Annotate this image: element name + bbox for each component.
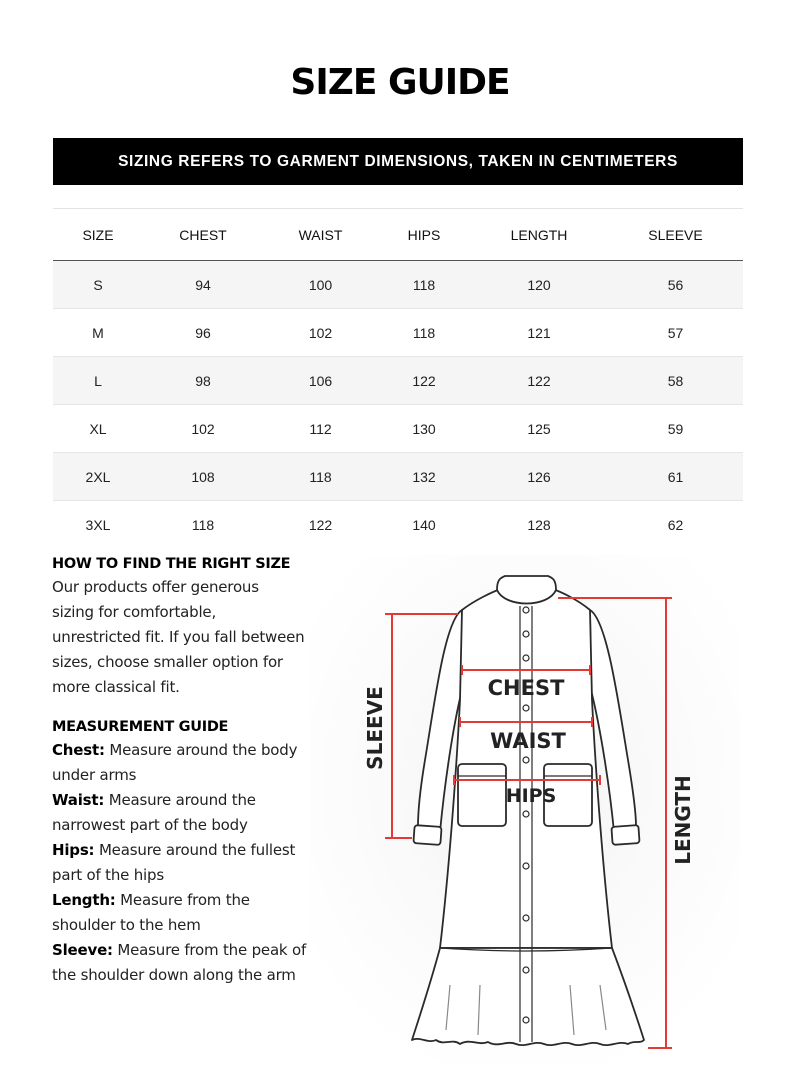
guide-text: narrowest part of the body bbox=[52, 816, 248, 834]
button bbox=[523, 655, 529, 661]
table-row bbox=[53, 261, 743, 309]
button bbox=[523, 631, 529, 637]
guide-term: Hips: bbox=[52, 841, 95, 859]
table-cell: 61 bbox=[608, 453, 743, 501]
header-sleeve: SLEEVE bbox=[608, 209, 743, 261]
table-cell: 130 bbox=[378, 405, 470, 453]
table-cell: XL bbox=[53, 405, 143, 453]
table-row bbox=[53, 501, 743, 549]
button bbox=[523, 863, 529, 869]
guide-item-hips bbox=[52, 838, 322, 888]
how-to-line: unrestricted fit. If you fall between bbox=[52, 628, 305, 646]
button bbox=[523, 705, 529, 711]
table-cell: S bbox=[53, 261, 143, 309]
dress-ruffle bbox=[412, 948, 644, 1045]
guide-term: Chest: bbox=[52, 741, 105, 759]
header-size: SIZE bbox=[53, 209, 143, 261]
sleeve-label: SLEEVE bbox=[363, 686, 387, 770]
measurement-guide-heading: MEASUREMENT GUIDE bbox=[52, 719, 229, 735]
how-to-heading: HOW TO FIND THE RIGHT SIZE bbox=[52, 556, 291, 572]
table-cell: 118 bbox=[378, 309, 470, 357]
table-cell: 100 bbox=[263, 261, 378, 309]
table-cell: 132 bbox=[378, 453, 470, 501]
guide-item-chest bbox=[52, 738, 322, 788]
how-to-paragraph bbox=[52, 575, 322, 700]
table-cell: 62 bbox=[608, 501, 743, 549]
length-label: LENGTH bbox=[671, 775, 695, 865]
how-to-line: sizes, choose smaller option for bbox=[52, 653, 283, 671]
table-cell: 2XL bbox=[53, 453, 143, 501]
dress-diagram bbox=[305, 550, 745, 1070]
guide-term: Sleeve: bbox=[52, 941, 113, 959]
table-row bbox=[53, 453, 743, 501]
button bbox=[523, 915, 529, 921]
table-cell: 108 bbox=[143, 453, 263, 501]
table-cell: 122 bbox=[263, 501, 378, 549]
page-title: SIZE GUIDE bbox=[290, 62, 510, 103]
right-cuff bbox=[611, 825, 639, 845]
guide-text: Measure from the bbox=[115, 891, 250, 909]
hips-label: HIPS bbox=[505, 785, 557, 807]
how-to-line: more classical fit. bbox=[52, 678, 180, 696]
button bbox=[523, 811, 529, 817]
table-row bbox=[53, 405, 743, 453]
table-cell: 120 bbox=[470, 261, 608, 309]
left-cuff bbox=[413, 825, 441, 845]
how-to-line: Our products offer generous bbox=[52, 578, 259, 596]
table-cell: 102 bbox=[263, 309, 378, 357]
table-cell: 140 bbox=[378, 501, 470, 549]
guide-text: shoulder to the hem bbox=[52, 916, 201, 934]
table-row bbox=[53, 309, 743, 357]
table-cell: 122 bbox=[378, 357, 470, 405]
guide-text: Measure from the peak of bbox=[112, 941, 307, 959]
table-cell: 57 bbox=[608, 309, 743, 357]
table-cell: 125 bbox=[470, 405, 608, 453]
guide-item-sleeve bbox=[52, 938, 322, 988]
table-cell: 118 bbox=[143, 501, 263, 549]
table-cell: 58 bbox=[608, 357, 743, 405]
guide-term: Waist: bbox=[52, 791, 105, 809]
sizing-banner: SIZING REFERS TO GARMENT DIMENSIONS, TAKEN IN CENTIMETERS bbox=[53, 138, 743, 185]
table-cell: 96 bbox=[143, 309, 263, 357]
header-length: LENGTH bbox=[470, 209, 608, 261]
chest-label: CHEST bbox=[487, 676, 565, 700]
guide-text: the shoulder down along the arm bbox=[52, 966, 296, 984]
guide-text: part of the hips bbox=[52, 866, 164, 884]
header-chest: CHEST bbox=[143, 209, 263, 261]
table-cell: 56 bbox=[608, 261, 743, 309]
how-to-line: sizing for comfortable, bbox=[52, 603, 217, 621]
table-cell: 126 bbox=[470, 453, 608, 501]
header-hips: HIPS bbox=[378, 209, 470, 261]
guide-term: Length: bbox=[52, 891, 116, 909]
table-cell: 122 bbox=[470, 357, 608, 405]
size-instructions bbox=[52, 553, 322, 988]
table-cell: 121 bbox=[470, 309, 608, 357]
dress-collar bbox=[497, 576, 556, 604]
table-row bbox=[53, 357, 743, 405]
table-cell: 112 bbox=[263, 405, 378, 453]
left-pocket bbox=[458, 764, 506, 826]
table-cell: 94 bbox=[143, 261, 263, 309]
table-cell: 59 bbox=[608, 405, 743, 453]
table-cell: 102 bbox=[143, 405, 263, 453]
guide-item-waist bbox=[52, 788, 322, 838]
guide-text: Measure around the body bbox=[104, 741, 298, 759]
table-cell: 98 bbox=[143, 357, 263, 405]
table-cell: 128 bbox=[470, 501, 608, 549]
button bbox=[523, 757, 529, 763]
table-cell: M bbox=[53, 309, 143, 357]
guide-text: Measure around the fullest bbox=[94, 841, 296, 859]
table-cell: L bbox=[53, 357, 143, 405]
table-header-row bbox=[53, 209, 743, 261]
guide-text: Measure around the bbox=[104, 791, 256, 809]
button bbox=[523, 967, 529, 973]
header-waist: WAIST bbox=[263, 209, 378, 261]
guide-text: under arms bbox=[52, 766, 137, 784]
table-cell: 118 bbox=[378, 261, 470, 309]
size-table bbox=[53, 208, 743, 548]
button bbox=[523, 607, 529, 613]
table-cell: 3XL bbox=[53, 501, 143, 549]
button bbox=[523, 1017, 529, 1023]
guide-item-length bbox=[52, 888, 322, 938]
table-cell: 106 bbox=[263, 357, 378, 405]
table-cell: 118 bbox=[263, 453, 378, 501]
waist-label: WAIST bbox=[490, 729, 566, 753]
